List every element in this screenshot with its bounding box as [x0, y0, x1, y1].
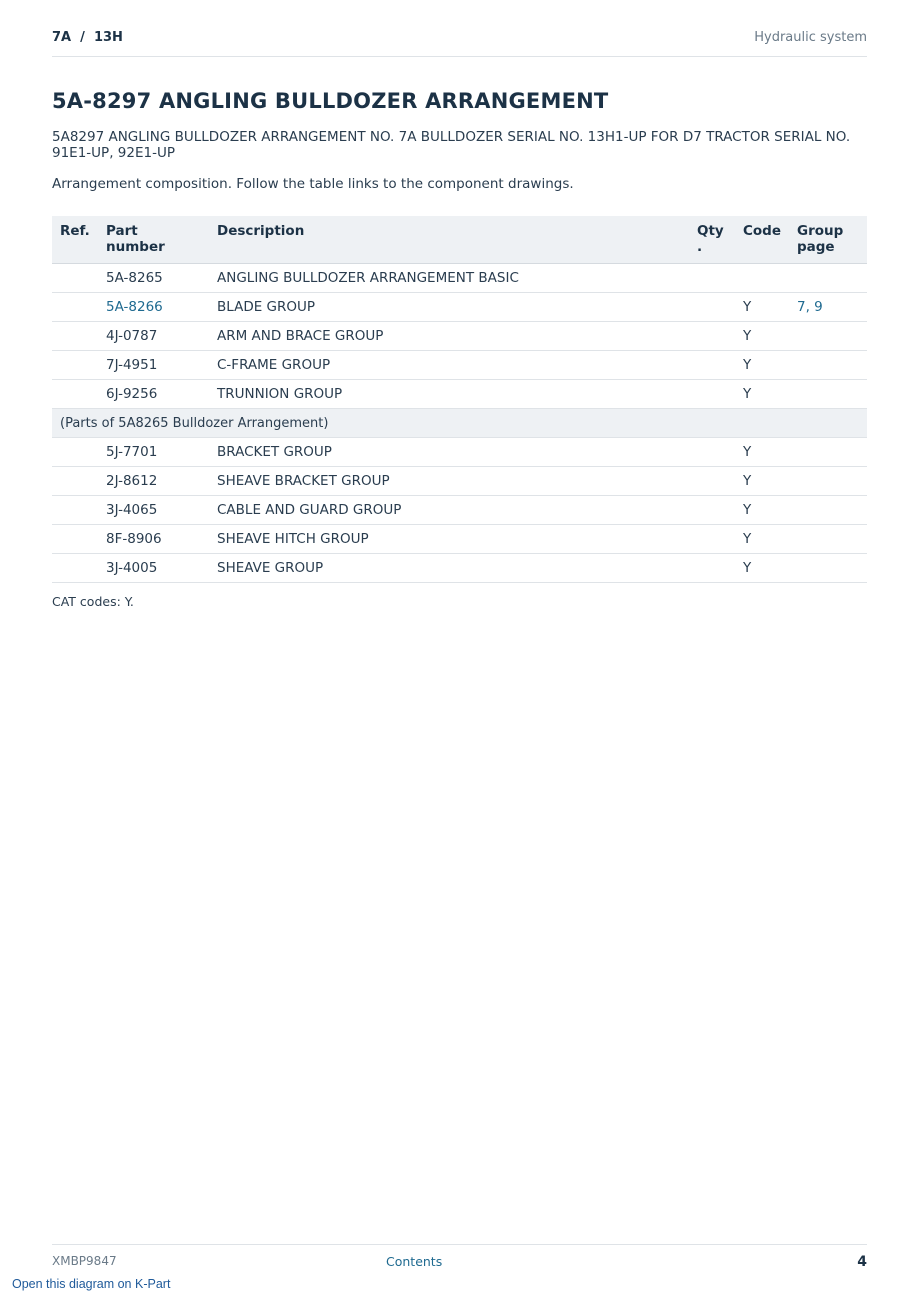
cell-code: Y: [735, 554, 789, 583]
open-kpart-link[interactable]: Open this diagram on K-Part: [12, 1277, 171, 1291]
cell-ref: [52, 380, 98, 409]
cell-description: SHEAVE GROUP: [209, 554, 689, 583]
cell-qty: [689, 264, 735, 293]
table-header-row: [52, 216, 867, 264]
table-row: [52, 351, 867, 380]
cell-code: Y: [735, 467, 789, 496]
cell-group-page: [789, 351, 867, 380]
header-part-number: Part number: [98, 216, 209, 264]
cell-part-number: 3J-4065: [98, 496, 209, 525]
table-row: [52, 293, 867, 322]
cell-description: CABLE AND GUARD GROUP: [209, 496, 689, 525]
cell-ref: [52, 438, 98, 467]
cell-description: SHEAVE BRACKET GROUP: [209, 467, 689, 496]
cell-code: Y: [735, 351, 789, 380]
page-title: 5A-8297 ANGLING BULLDOZER ARRANGEMENT: [52, 89, 609, 113]
cell-qty: [689, 322, 735, 351]
group-label: (Parts of 5A8265 Bulldozer Arrangement): [52, 409, 867, 438]
cell-part-number: 8F-8906: [98, 525, 209, 554]
cell-description: SHEAVE HITCH GROUP: [209, 525, 689, 554]
table-row: [52, 264, 867, 293]
cell-description: BRACKET GROUP: [209, 438, 689, 467]
cell-part-number: 6J-9256: [98, 380, 209, 409]
cell-part-number: 4J-0787: [98, 322, 209, 351]
header-group-page: Group page: [789, 216, 867, 264]
table-row: [52, 496, 867, 525]
parts-table: [52, 216, 867, 583]
cell-code: Y: [735, 322, 789, 351]
cell-part-number: 5J-7701: [98, 438, 209, 467]
cell-code: Y: [735, 380, 789, 409]
cell-code: Y: [735, 496, 789, 525]
cell-description: ANGLING BULLDOZER ARRANGEMENT BASIC: [209, 264, 689, 293]
cell-part-number: 3J-4005: [98, 554, 209, 583]
cell-part-number: 2J-8612: [98, 467, 209, 496]
header-code: Code: [735, 216, 789, 264]
cell-qty: [689, 496, 735, 525]
group-page-link[interactable]: 7, 9: [789, 293, 867, 322]
header-description: Description: [209, 216, 689, 264]
table-group-row: [52, 409, 867, 438]
page-header: [52, 28, 867, 57]
cell-group-page: [789, 322, 867, 351]
arrangement-subtitle: 5A8297 ANGLING BULLDOZER ARRANGEMENT NO. 7A BULLDOZER SERIAL NO. 13H1-UP FOR D7 TRACTOR SERIAL NO. 91E1-UP, 92E1-UP: [52, 129, 851, 161]
cell-description: ARM AND BRACE GROUP: [209, 322, 689, 351]
cell-code: Y: [735, 293, 789, 322]
cell-code: Y: [735, 525, 789, 554]
cat-codes-note: CAT codes: Y.: [52, 594, 134, 609]
cell-qty: [689, 438, 735, 467]
cell-part-number: 5A-8265: [98, 264, 209, 293]
table-row: [52, 322, 867, 351]
document-id: XMBP9847: [52, 1254, 117, 1268]
cell-group-page: [789, 496, 867, 525]
document-page: [52, 0, 867, 1300]
cell-part-number: 7J-4951: [98, 351, 209, 380]
cell-group-page: [789, 554, 867, 583]
cell-qty: [689, 554, 735, 583]
cell-qty: [689, 293, 735, 322]
intro-text: Arrangement composition. Follow the table links to the component drawings.: [52, 176, 574, 192]
cell-description: TRUNNION GROUP: [209, 380, 689, 409]
part-number-link[interactable]: 5A-8266: [98, 293, 209, 322]
header-ref: Ref.: [52, 216, 98, 264]
cell-ref: [52, 264, 98, 293]
cell-ref: [52, 293, 98, 322]
cell-ref: [52, 322, 98, 351]
cell-group-page: [789, 467, 867, 496]
table-row: [52, 554, 867, 583]
cell-code: [735, 264, 789, 293]
cell-qty: [689, 467, 735, 496]
table-row: [52, 380, 867, 409]
cell-ref: [52, 351, 98, 380]
cell-qty: [689, 351, 735, 380]
cell-ref: [52, 467, 98, 496]
breadcrumb: 7A / 13H: [52, 30, 123, 45]
table-row: [52, 467, 867, 496]
cell-code: Y: [735, 438, 789, 467]
cell-group-page: [789, 264, 867, 293]
page-number: 4: [857, 1254, 867, 1270]
table-row: [52, 438, 867, 467]
cell-ref: [52, 525, 98, 554]
page-footer: [52, 1244, 867, 1275]
section-name: Hydraulic system: [754, 30, 867, 45]
table-row: [52, 525, 867, 554]
cell-group-page: [789, 380, 867, 409]
cell-description: BLADE GROUP: [209, 293, 689, 322]
cell-description: C-FRAME GROUP: [209, 351, 689, 380]
contents-link[interactable]: Contents: [386, 1254, 443, 1269]
cell-group-page: [789, 525, 867, 554]
cell-ref: [52, 496, 98, 525]
cell-group-page: [789, 438, 867, 467]
cell-qty: [689, 525, 735, 554]
cell-ref: [52, 554, 98, 583]
cell-qty: [689, 380, 735, 409]
header-qty: Qty .: [689, 216, 735, 264]
